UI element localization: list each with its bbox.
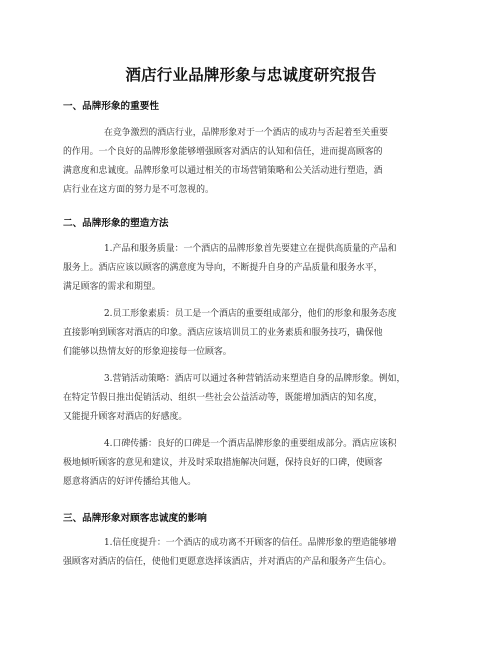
section-heading-loyalty: 三、品牌形象对顾客忠诚度的影响 <box>63 513 207 524</box>
page-title: 酒店行业品牌形象与忠诚度研究报告 <box>125 66 377 84</box>
paragraph-line: 1.信任度提升：一个酒店的成功离不开顾客的信任。品牌形象的塑造能够增 <box>104 538 397 548</box>
paragraph <box>63 124 443 200</box>
paragraph-line: 满意度和忠诚度。品牌形象可以通过相关的市场营销策略和公关活动进行塑造，酒 <box>63 166 383 176</box>
paragraph-line: 2.员工形象素质：员工是一个酒店的重要组成部分，他们的形象和服务态度 <box>104 309 397 319</box>
section-heading-methods: 二、品牌形象的塑造方法 <box>63 218 169 229</box>
paragraph-line: 们能够以热情友好的形象迎接每一位顾客。 <box>63 347 232 357</box>
paragraph-line: 强顾客对酒店的信任，使他们更愿意选择该酒店，并对酒店的产品和服务产生信心。 <box>63 557 392 567</box>
paragraph-line: 在竞争激烈的酒店行业，品牌形象对于一个酒店的成功与否起着至关重要 <box>104 128 388 138</box>
paragraph-line: 1.产品和服务质量：一个酒店的品牌形象首先要建立在提供高质量的产品和 <box>104 244 397 254</box>
paragraph-line: 店行业在这方面的努力是不可忽视的。 <box>63 185 214 195</box>
paragraph-line: 在特定节假日推出促销活动、组织一些社会公益活动等，既能增加酒店的知名度， <box>63 393 383 403</box>
paragraph-line: 4.口碑传播：良好的口碑是一个酒店品牌形象的重要组成部分。酒店应该积 <box>104 439 397 449</box>
section-heading-importance: 一、品牌形象的重要性 <box>63 101 159 112</box>
paragraph <box>63 305 443 362</box>
paragraph-line: 满足顾客的需求和期望。 <box>63 282 161 292</box>
paragraph-line: 3.营销活动策略：酒店可以通过各种营销活动来塑造自身的品牌形象。例如， <box>104 374 406 384</box>
paragraph-line: 直接影响到顾客对酒店的印象。酒店应该培训员工的业务素质和服务技巧，确保他 <box>63 328 383 338</box>
paragraph-line: 极地倾听顾客的意见和建议，并及时采取措施解决问题，保持良好的口碑，使顾客 <box>63 458 383 468</box>
paragraph <box>63 370 443 427</box>
paragraph-line: 的作用。一个良好的品牌形象能够增强顾客对酒店的认知和信任，进而提高顾客的 <box>63 147 383 157</box>
paragraph-line: 愿意将酒店的好评传播给其他人。 <box>63 477 197 487</box>
paragraph-line: 服务上。酒店应该以顾客的满意度为导向，不断提升自身的产品质量和服务水平， <box>63 263 383 273</box>
paragraph-line: 又能提升顾客对酒店的好感度。 <box>63 412 188 422</box>
paragraph <box>63 435 443 492</box>
paragraph <box>63 534 443 572</box>
paragraph <box>63 240 443 297</box>
